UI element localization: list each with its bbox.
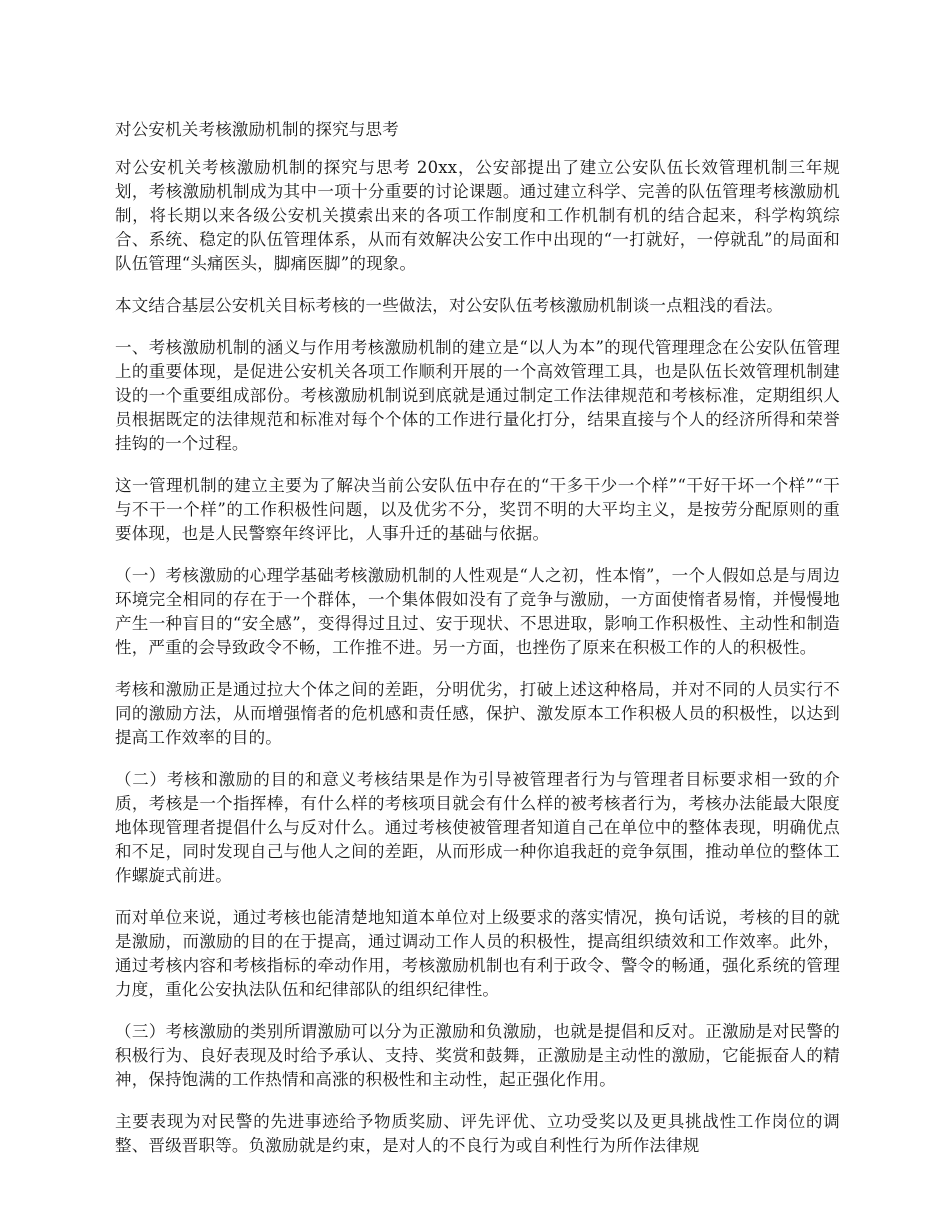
paragraph-purpose: 本文结合基层公安机关目标考核的一些做法，对公安队伍考核激励机制谈一点粗浅的看法。: [115, 296, 783, 315]
paragraph-unit: 而对单位来说，通过考核也能清楚地知道本单位对上级要求的落实情况，换句话说，考核的目的就是激励，而激励的目的在于提高，通过调动工作人员的积极性，提高组织绩效和工作效率。此外，通过考核内容和考核指标的牵动作用，考核激励机制也有利于政令、警令的畅通，强化系统的管理力度，重化公安执法队伍和纪律部队的组织纪律性。: [115, 908, 840, 999]
paragraph-subsection-3: （三）考核激励的类别所谓激励可以分为正激励和负激励，也就是提倡和反对。正激励是对民警的积极行为、良好表现及时给予承认、支持、奖赏和鼓舞，正激励是主动性的激励，它能振奋人的精神，保持饱满的工作热情和高涨的积极性和主动性，起正强化作用。: [115, 1022, 840, 1089]
paragraph-intro: 对公安机关考核激励机制的探究与思考 20xx，公安部提出了建立公安队伍长效管理机制三年规划，考核激励机制成为其中一项十分重要的讨论课题。通过建立科学、完善的队伍管理考核激励机制，将长期以来各级公安机关摸索出来的各项工作制度和工作机制有机的结合起来，科学构筑综合、系统、稳定的队伍管理体系，从而有效解决公安工作中出现的“一打就好，一停就乱”的局面和队伍管理“头痛医头，脚痛医脚”的现象。: [115, 158, 840, 273]
paragraph-problem: 这一管理机制的建立主要为了解决当前公安队伍中存在的“干多干少一个样”“干好干坏一个样”“干与不干一个样”的工作积极性问题，以及优劣不分，奖罚不明的大平均主义，是按劳分配原则的重要体现，也是人民警察年终评比，人事升迁的基础与依据。: [115, 476, 840, 543]
paragraph-incentive: 考核和激励正是通过拉大个体之间的差距，分明优劣，打破上述这种格局，并对不同的人员实行不同的激励方法，从而增强惰者的危机感和责任感，保护、激发原本工作积极人员的积极性，以达到提高工作效率的目的。: [115, 680, 840, 747]
paragraph-section-1: 一、考核激励机制的涵义与作用考核激励机制的建立是“以人为本”的现代管理理念在公安队伍管理上的重要体现，是促进公安机关各项工作顺利开展的一个高效管理工具，也是队伍长效管理机制建设的一个重要组成部份。考核激励机制说到底就是通过制定工作法律规范和考核标准，定期组织人员根据既定的法律规范和标准对每个个体的工作进行量化打分，结果直接与个人的经济所得和荣誉挂钩的一个过程。: [115, 338, 840, 453]
document-title: 对公安机关考核激励机制的探究与思考: [115, 120, 399, 139]
document-body: [115, 118, 840, 1176]
paragraph-main-forms: 主要表现为对民警的先进事迹给予物质奖励、评先评优、立功受奖以及更具挑战性工作岗位的调整、晋级晋职等。负激励就是约束，是对人的不良行为或自利性行为所作法律规: [115, 1112, 840, 1155]
paragraph-subsection-2: （二）考核和激励的目的和意义考核结果是作为引导被管理者行为与管理者目标要求相一致的介质，考核是一个指挥棒，有什么样的考核项目就会有什么样的被考核者行为，考核办法能最大限度地体现管理者提倡什么与反对什么。通过考核使被管理者知道自己在单位中的整体表现，明确优点和不足，同时发现自己与他人之间的差距，从而形成一种你追我赶的竞争氛围，推动单位的整体工作螺旋式前进。: [115, 770, 840, 885]
paragraph-subsection-1: （一）考核激励的心理学基础考核激励机制的人性观是“人之初，性本惰”，一个人假如总是与周边环境完全相同的存在于一个群体，一个集体假如没有了竞争与激励，一方面使惰者易惰，并慢慢地产生一种盲目的“安全感”，变得得过且过、安于现状、不思进取，影响工作积极性、主动性和制造性，严重的会导致政令不畅，工作推不进。另一方面，也挫伤了原来在积极工作的人的积极性。: [115, 566, 840, 657]
